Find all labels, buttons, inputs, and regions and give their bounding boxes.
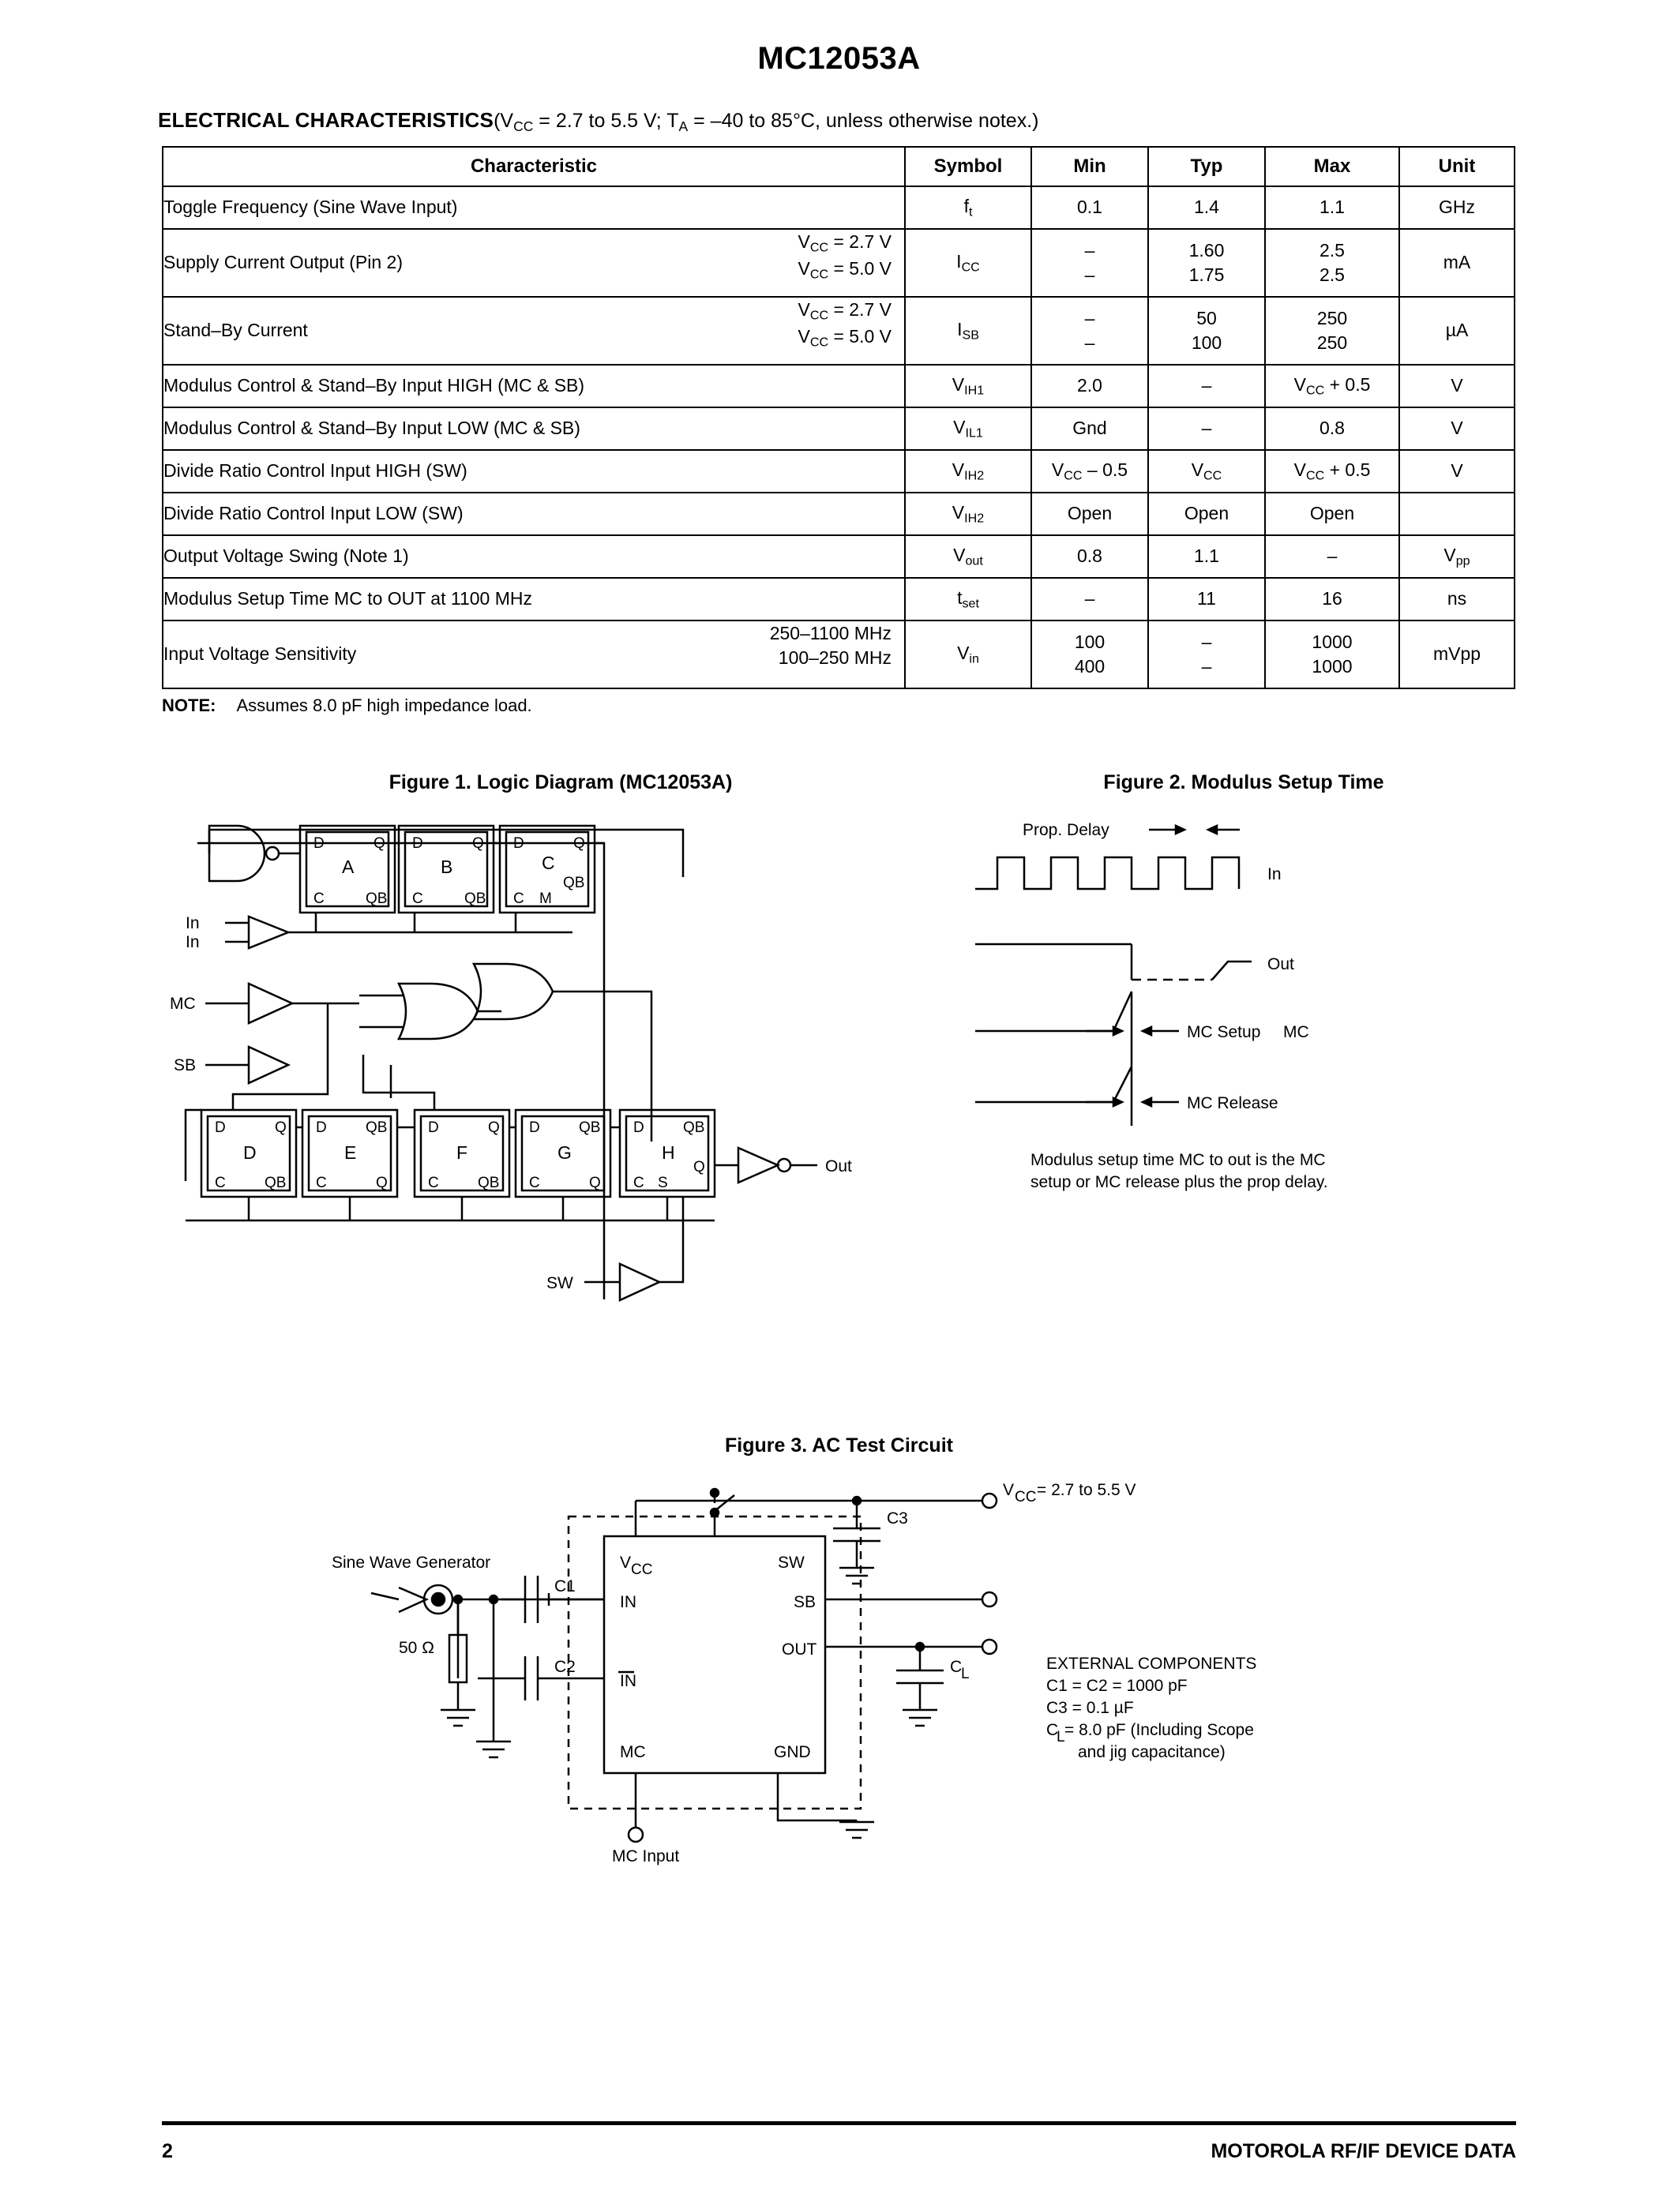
cell-max: 2.5 2.5 (1265, 229, 1399, 297)
cell-characteristic (163, 620, 905, 688)
cell-typ: 1.4 (1148, 186, 1265, 229)
svg-text:Q: Q (374, 834, 385, 852)
svg-text:C: C (633, 1174, 644, 1191)
cell-max: 1.1 (1265, 186, 1399, 229)
cell-typ: 1.60 1.75 (1148, 229, 1265, 297)
cell-min: – (1031, 578, 1148, 620)
table-row (163, 493, 1515, 535)
electrical-heading-cc: CC (513, 118, 534, 134)
svg-text:50 Ω: 50 Ω (399, 1638, 434, 1657)
electrical-heading-rest2: = 2.7 to 5.5 V; T (533, 110, 679, 132)
svg-text:C2: C2 (554, 1657, 576, 1676)
cell-characteristic (163, 450, 905, 493)
cell-min: 2.0 (1031, 365, 1148, 407)
characteristic-text: Divide Ratio Control Input HIGH (SW) (163, 460, 467, 482)
svg-text:Out: Out (1267, 954, 1294, 973)
cell-max: 16 (1265, 578, 1399, 620)
page-title: MC12053A (757, 41, 921, 76)
svg-text:Q: Q (488, 1119, 500, 1136)
cell-max: 0.8 (1265, 407, 1399, 450)
cell-min: – – (1031, 297, 1148, 365)
cell-max: $V_{CC} + 0.5$ (1265, 450, 1399, 493)
svg-text:GND: GND (774, 1742, 811, 1761)
note-label: NOTE: (162, 695, 216, 715)
svg-text:V: V (620, 1553, 632, 1572)
cell-typ: – (1148, 365, 1265, 407)
figure3-caption: Figure 3. AC Test Circuit (725, 1434, 953, 1457)
svg-text:MC: MC (170, 994, 196, 1013)
table-row (163, 578, 1515, 620)
cell-symbol: $t_{set}$ (905, 578, 1031, 620)
electrical-heading-rest1: (V (494, 110, 514, 132)
electrical-heading-a: A (678, 118, 689, 134)
figure3-ac-test-circuit (162, 1457, 1514, 1884)
cell-unit: GHz (1399, 186, 1515, 229)
cell-characteristic (163, 535, 905, 578)
table-row (163, 450, 1515, 493)
svg-text:C: C (529, 1174, 540, 1191)
cell-unit: V (1399, 450, 1515, 493)
svg-text:Sine Wave Generator: Sine Wave Generator (332, 1553, 491, 1572)
footer-brand: MOTOROLA RF/IF DEVICE DATA (1211, 2140, 1516, 2162)
characteristic-text: Supply Current Output (Pin 2) (163, 252, 403, 273)
svg-text:D: D (633, 1119, 644, 1136)
svg-text:C3 = 0.1 µF: C3 = 0.1 µF (1046, 1698, 1134, 1717)
characteristic-condition: 250–1100 MHz 100–250 MHz (769, 622, 892, 668)
svg-text:C: C (513, 890, 524, 907)
cell-symbol: $V_{IL1}$ (905, 407, 1031, 450)
svg-text:SW: SW (778, 1553, 805, 1572)
cell-typ: $V_{CC}$ (1148, 450, 1265, 493)
col-min: Min (1031, 147, 1148, 186)
cell-symbol: $V_{in}$ (905, 620, 1031, 688)
svg-text:C1 = C2 = 1000 pF: C1 = C2 = 1000 pF (1046, 1676, 1188, 1695)
cell-symbol: $f_t$ (905, 186, 1031, 229)
table-row (163, 620, 1515, 688)
cell-unit: V (1399, 365, 1515, 407)
svg-text:and jig capacitance): and jig capacitance) (1078, 1742, 1226, 1761)
cell-min: 0.8 (1031, 535, 1148, 578)
cell-min: Gnd (1031, 407, 1148, 450)
svg-text:C3: C3 (887, 1509, 908, 1528)
svg-text:QB: QB (366, 890, 388, 907)
cell-characteristic (163, 297, 905, 365)
svg-text:SB: SB (794, 1592, 816, 1611)
table-row (163, 297, 1515, 365)
cell-min: $V_{CC} - 0.5$ (1031, 450, 1148, 493)
cell-characteristic (163, 493, 905, 535)
svg-text:MC Setup: MC Setup (1187, 1022, 1261, 1041)
cell-min: Open (1031, 493, 1148, 535)
cell-max: – (1265, 535, 1399, 578)
cell-typ: 50 100 (1148, 297, 1265, 365)
electrical-characteristics-heading (158, 108, 1516, 135)
electrical-characteristics-table (162, 146, 1515, 689)
characteristic-text: Toggle Frequency (Sine Wave Input) (163, 197, 458, 218)
svg-text:C: C (215, 1174, 226, 1191)
svg-text:SB: SB (174, 1055, 197, 1074)
cell-unit: ns (1399, 578, 1515, 620)
cell-min: – – (1031, 229, 1148, 297)
svg-text:V: V (1003, 1480, 1015, 1499)
svg-text:QB: QB (478, 1174, 500, 1191)
table-row (163, 535, 1515, 578)
svg-text:SW: SW (546, 1273, 573, 1292)
svg-text:Modulus setup time MC to out i: Modulus setup time MC to out is the MC (1030, 1150, 1326, 1169)
cell-typ: Open (1148, 493, 1265, 535)
svg-text:F: F (456, 1142, 468, 1163)
table-row (163, 186, 1515, 229)
cell-unit: mA (1399, 229, 1515, 297)
svg-text:D: D (412, 834, 423, 852)
svg-text:C: C (316, 1174, 327, 1191)
electrical-heading-rest3: = –40 to 85°C, unless otherwise notex.) (688, 110, 1039, 132)
svg-text:CC: CC (1015, 1488, 1037, 1505)
cell-unit: mVpp (1399, 620, 1515, 688)
svg-text:IN: IN (620, 1671, 636, 1690)
svg-text:setup or MC release plus the p: setup or MC release plus the prop delay. (1030, 1172, 1328, 1191)
svg-text:QB: QB (683, 1119, 705, 1136)
figure1-logic-diagram (162, 794, 959, 1363)
svg-text:C: C (542, 852, 555, 873)
svg-text:Q: Q (472, 834, 484, 852)
characteristic-condition: $V_{CC} = 2.7$ V $V_{CC} = 5.0$ V (798, 231, 892, 282)
svg-text:QB: QB (563, 874, 585, 891)
cell-characteristic (163, 186, 905, 229)
cell-max: $V_{CC} + 0.5$ (1265, 365, 1399, 407)
svg-text:Prop. Delay: Prop. Delay (1023, 820, 1109, 839)
svg-text:Q: Q (693, 1158, 705, 1175)
cell-symbol: $V_{IH2}$ (905, 450, 1031, 493)
figure1-caption: Figure 1. Logic Diagram (MC12053A) (389, 770, 733, 793)
svg-text:S: S (658, 1174, 668, 1191)
table-row (163, 407, 1515, 450)
svg-text:B: B (441, 856, 453, 877)
svg-text:D: D (513, 834, 524, 852)
svg-text:C1: C1 (554, 1577, 576, 1595)
col-unit: Unit (1399, 147, 1515, 186)
svg-text:L: L (961, 1665, 970, 1682)
footer-page-number: 2 (162, 2140, 173, 2162)
characteristic-text: Output Voltage Swing (Note 1) (163, 546, 409, 567)
figure1 (162, 771, 959, 1367)
svg-text:D: D (529, 1119, 540, 1136)
table-row (163, 229, 1515, 297)
svg-text:= 8.0 pF (Including Scope: = 8.0 pF (Including Scope (1064, 1720, 1254, 1739)
col-characteristic: Characteristic (163, 147, 905, 186)
cell-unit: µA (1399, 297, 1515, 365)
cell-characteristic (163, 229, 905, 297)
svg-text:M: M (539, 890, 552, 907)
cell-symbol: $V_{out}$ (905, 535, 1031, 578)
figures-row (162, 771, 1516, 1403)
cell-unit (1399, 493, 1515, 535)
svg-text:MC Input: MC Input (612, 1846, 680, 1865)
svg-text:C: C (950, 1657, 963, 1676)
col-max: Max (1265, 147, 1399, 186)
cell-min: 100 400 (1031, 620, 1148, 688)
svg-text:Q: Q (573, 834, 585, 852)
characteristic-text: Modulus Control & Stand–By Input LOW (MC & SB) (163, 418, 580, 439)
table-row (163, 365, 1515, 407)
cell-symbol: $I_{SB}$ (905, 297, 1031, 365)
svg-text:EXTERNAL COMPONENTS: EXTERNAL COMPONENTS (1046, 1654, 1257, 1673)
cell-min: 0.1 (1031, 186, 1148, 229)
svg-text:C: C (412, 890, 423, 907)
note-text: Assumes 8.0 pF high impedance load. (236, 695, 532, 715)
svg-text:Q: Q (376, 1174, 388, 1191)
figure3 (162, 1434, 1516, 1888)
svg-text:C: C (428, 1174, 439, 1191)
characteristic-text: Modulus Setup Time MC to OUT at 1100 MHz (163, 588, 532, 609)
characteristic-text: Stand–By Current (163, 320, 308, 341)
svg-text:OUT: OUT (782, 1640, 817, 1659)
characteristic-text: Modulus Control & Stand–By Input HIGH (MC & SB) (163, 375, 585, 396)
svg-text:QB: QB (265, 1174, 287, 1191)
svg-text:A: A (342, 856, 355, 877)
cell-symbol: $V_{IH2}$ (905, 493, 1031, 535)
cell-max: 1000 1000 (1265, 620, 1399, 688)
svg-text:D: D (313, 834, 325, 852)
cell-max: 250 250 (1265, 297, 1399, 365)
cell-typ: 11 (1148, 578, 1265, 620)
svg-text:D: D (215, 1119, 226, 1136)
cell-unit: $V_{pp}$ (1399, 535, 1515, 578)
characteristic-condition: $V_{CC} = 2.7$ V $V_{CC} = 5.0$ V (798, 298, 892, 350)
figure2-timing-diagram (967, 794, 1520, 1205)
cell-max: Open (1265, 493, 1399, 535)
cell-typ: – – (1148, 620, 1265, 688)
svg-text:G: G (557, 1142, 572, 1163)
cell-characteristic (163, 407, 905, 450)
cell-characteristic (163, 578, 905, 620)
cell-typ: 1.1 (1148, 535, 1265, 578)
svg-text:In: In (1267, 864, 1282, 883)
cell-symbol: $V_{IH1}$ (905, 365, 1031, 407)
svg-text:= 2.7 to 5.5 V: = 2.7 to 5.5 V (1037, 1480, 1136, 1499)
figure2 (967, 771, 1520, 1209)
page-footer (162, 2140, 1516, 2163)
svg-text:In: In (186, 913, 200, 932)
footer-divider (162, 2121, 1516, 2125)
col-symbol: Symbol (905, 147, 1031, 186)
characteristic-text: Input Voltage Sensitivity (163, 643, 357, 665)
svg-text:Q: Q (275, 1119, 287, 1136)
svg-text:C: C (313, 890, 325, 907)
cell-unit: V (1399, 407, 1515, 450)
svg-text:In: In (186, 932, 200, 951)
figure2-caption: Figure 2. Modulus Setup Time (1103, 770, 1384, 793)
svg-text:D: D (428, 1119, 439, 1136)
svg-text:MC: MC (1283, 1022, 1309, 1041)
svg-text:IN: IN (620, 1592, 636, 1611)
svg-text:QB: QB (579, 1119, 601, 1136)
svg-text:D: D (316, 1119, 327, 1136)
svg-text:D: D (243, 1142, 257, 1163)
svg-text:L: L (1057, 1728, 1065, 1745)
cell-typ: – (1148, 407, 1265, 450)
svg-text:C: C (1046, 1720, 1059, 1739)
page (0, 41, 1678, 2212)
svg-text:MC Release: MC Release (1187, 1093, 1278, 1112)
table-note (162, 695, 1516, 716)
cell-characteristic (163, 365, 905, 407)
svg-text:Out: Out (825, 1157, 852, 1175)
characteristic-text: Divide Ratio Control Input LOW (SW) (163, 503, 464, 524)
svg-text:Q: Q (589, 1174, 601, 1191)
svg-text:QB: QB (464, 890, 486, 907)
svg-text:MC: MC (620, 1742, 646, 1761)
svg-text:CC: CC (631, 1561, 653, 1578)
electrical-heading-bold: ELECTRICAL CHARACTERISTICS (158, 108, 494, 132)
table-header-row (163, 147, 1515, 186)
svg-text:E: E (344, 1142, 357, 1163)
svg-text:QB: QB (366, 1119, 388, 1136)
cell-symbol: $I_{CC}$ (905, 229, 1031, 297)
svg-text:H: H (662, 1142, 675, 1163)
col-typ: Typ (1148, 147, 1265, 186)
